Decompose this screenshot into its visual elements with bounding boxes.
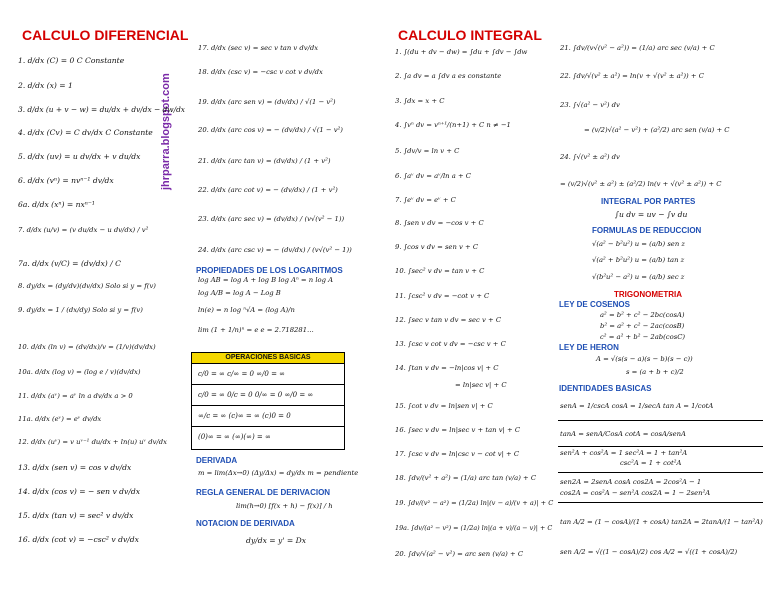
formula-i23b: = (v/2)√(a² − v²) + (a²/2) arc sen (v/a) + C: [584, 126, 730, 134]
heron-heading: LEY DE HERON: [559, 343, 619, 352]
formula-i3: 3. ∫dx = x + C: [395, 97, 445, 105]
heron-row-2: s = (a + b + c)/2: [626, 368, 684, 376]
formula-i12: 12. ∫sec v tan v dv = sec v + C: [395, 316, 502, 324]
notacion-formula: dy/dx = y' = Dx: [246, 536, 306, 545]
formula-d2: 2. d/dx (x) = 1: [18, 81, 73, 90]
formula-d13: 13. d/dx (sen v) = cos v dv/dx: [18, 463, 132, 472]
formula-i15: 15. ∫cot v dv = ln|sen v| + C: [395, 402, 493, 410]
identidades-row-4: csc²A = 1 + cot²A: [620, 459, 682, 467]
formula-d1: 1. d/dx (C) = 0 C Constante: [18, 56, 125, 65]
formula-d21: 21. d/dx (arc tan v) = (dv/dx) / (1 + v²): [198, 157, 331, 165]
formula-d6a: 6a. d/dx (xⁿ) = nxⁿ⁻¹: [18, 200, 95, 209]
cosenos-heading: LEY DE COSENOS: [559, 300, 630, 309]
divider-3: [558, 472, 763, 473]
title-calculo-integral: CALCULO INTEGRAL: [398, 27, 542, 43]
heron-row-1: A = √(s(s − a)(s − b)(s − c)): [596, 355, 693, 363]
formula-i8: 8. ∫sen v dv = −cos v + C: [395, 219, 484, 227]
formula-i14b: = ln|sec v| + C: [455, 381, 507, 389]
regla-general-heading: REGLA GENERAL DE DERIVACION: [196, 488, 331, 497]
reduccion-row-2: √(a² + b²u²) u = (a/b) tan z: [592, 256, 685, 264]
formula-i9: 9. ∫cos v dv = sen v + C: [395, 243, 479, 251]
formula-i20: 20. ∫dv/√(a² − v²) = arc sen (v/a) + C: [395, 550, 524, 558]
formula-i22: 22. ∫dv/√(v² ± a²) = ln(v + √(v² ± a²)) + C: [560, 72, 704, 80]
partes-formula: ∫u dv = uv − ∫v du: [615, 210, 688, 219]
formula-i19a: 19a. ∫dv/(a² − v²) = (1/2a) ln|(a + v)/(a − v)| + C: [395, 524, 553, 532]
reduccion-heading: FORMULAS DE REDUCCION: [592, 226, 702, 235]
ops-row-2: c/0 = ∞ 0/c = 0 0/∞ = 0 ∞/0 = ∞: [192, 385, 344, 406]
formula-i13: 13. ∫csc v cot v dv = −csc v + C: [395, 340, 506, 348]
identidades-row-2: tanA = senA/CosA cotA = cosA/senA: [560, 430, 686, 438]
ops-row-4: (0)∞ = ∞ (∞)(∞) = ∞: [198, 433, 271, 441]
identidades-row-3: sen²A + cos²A = 1 sec²A = 1 + tan²A: [560, 449, 688, 457]
formula-d15: 15. d/dx (tan v) = sec² v dv/dx: [18, 511, 134, 520]
formula-i2: 2. ∫a dv = a ∫dv a es constante: [395, 72, 502, 80]
formula-i23: 23. ∫√(a² − v²) dv: [560, 101, 620, 109]
formula-d4: 4. d/dx (Cv) = C dv/dx C Constante: [18, 128, 153, 137]
logs-line-4: lim (1 + 1/n)ⁿ = e e = 2.718281…: [198, 326, 314, 334]
divider-2: [558, 446, 763, 447]
formula-i6: 6. ∫aᵛ dv = aᵛ/ln a + C: [395, 172, 471, 180]
formula-d16: 16. d/dx (cot v) = −csc² v dv/dx: [18, 535, 139, 544]
formula-d14: 14. d/dx (cos v) = − sen v dv/dx: [18, 487, 141, 496]
formula-i10: 10. ∫sec² v dv = tan v + C: [395, 267, 485, 275]
formula-d12: 12. d/dx (uᵛ) = v uᵛ⁻¹ du/dx + ln(u) uᵛ dv/dx: [18, 438, 167, 446]
ops-row-1: c/0 = ∞ c/∞ = 0 ∞/0 = ∞: [192, 364, 344, 385]
cosenos-row-1: a² = b² + c² − 2bc(cosA): [600, 311, 685, 319]
operaciones-basicas-heading: OPERACIONES BASICAS: [192, 353, 344, 364]
title-calculo-diferencial: CALCULO DIFERENCIAL: [22, 27, 189, 43]
regla-general-formula: lim(h→0) [f(x + h) − f(x)] / h: [236, 502, 333, 510]
logs-heading: PROPIEDADES DE LOS LOGARITMOS: [196, 266, 343, 275]
identidades-row-1: senA = 1/cscA cosA = 1/secA tan A = 1/cotA: [560, 402, 714, 410]
divider-4: [558, 502, 763, 503]
formula-i18: 18. ∫dv/(v² + a²) = (1/a) arc tan (v/a) + C: [395, 474, 537, 482]
formula-d23: 23. d/dx (arc sec v) = (dv/dx) / (v√(v² − 1)): [198, 215, 345, 223]
formula-i17: 17. ∫csc v dv = ln|csc v − cot v| + C: [395, 450, 520, 458]
blog-watermark: jhrparra.blogspot.com: [160, 73, 172, 190]
operaciones-basicas-table: [191, 352, 345, 450]
ops-row-3: ∞/c = ∞ (c)∞ = ∞ (c)0 = 0: [192, 406, 344, 427]
formula-d7a: 7a. d/dx (v/C) = (dv/dx) / C: [18, 259, 121, 268]
partes-heading: INTEGRAL POR PARTES: [601, 197, 696, 206]
notacion-heading: NOTACION DE DERIVADA: [196, 519, 295, 528]
formula-d6: 6. d/dx (vⁿ) = nvⁿ⁻¹ dv/dx: [18, 176, 114, 185]
formula-d7: 7. d/dx (u/v) = (v du/dx − u dv/dx) / v²: [18, 226, 149, 234]
identidades-heading: IDENTIDADES BASICAS: [559, 384, 652, 393]
formula-d3: 3. d/dx (u + v − w) = du/dx + dv/dx − dw/dx: [18, 105, 185, 114]
formula-d11a: 11a. d/dx (eᵛ) = eᵛ dv/dx: [18, 415, 102, 423]
formula-d22: 22. d/dx (arc cot v) = − (dv/dx) / (1 + v²): [198, 186, 338, 194]
formula-i7: 7. ∫eᵛ dv = eᵛ + C: [395, 196, 456, 204]
formula-d19: 19. d/dx (arc sen v) = (dv/dx) / √(1 − v²): [198, 98, 336, 106]
formula-d11: 11. d/dx (aᵛ) = aᵛ ln a dv/dx a > 0: [18, 392, 133, 400]
identidades-row-7: tan A/2 = (1 − cosA)/(1 + cosA) tan2A = 2tanA/(1 − tan²A): [560, 518, 763, 526]
formula-i4: 4. ∫vⁿ dv = vⁿ⁺¹/(n+1) + C n ≠ −1: [395, 121, 511, 129]
formula-d24: 24. d/dx (arc csc v) = − (dv/dx) / (v√(v² − 1)): [198, 246, 352, 254]
formula-d18: 18. d/dx (csc v) = −csc v cot v dv/dx: [198, 68, 323, 76]
formula-i11: 11. ∫csc² v dv = −cot v + C: [395, 292, 490, 300]
cosenos-row-3: c² = a² + b² − 2ab(cosC): [600, 333, 686, 341]
formula-d10: 10. d/dx (ln v) = (dv/dx)/v = (1/v)(dv/dx): [18, 343, 156, 351]
formula-d9: 9. dy/dx = 1 / (dx/dy) Solo si y = f(v): [18, 306, 143, 314]
trigonometria-title: TRIGONOMETRIA: [614, 290, 682, 299]
formula-i19: 19. ∫dv/(v² − a²) = (1/2a) ln|(v − a)/(v + a)| + C: [395, 499, 554, 507]
identidades-row-5: sen2A = 2senA cosA cos2A = 2cos²A − 1: [560, 478, 702, 486]
formula-d5: 5. d/dx (uv) = u dv/dx + v du/dx: [18, 152, 141, 161]
formula-i16: 16. ∫sec v dv = ln|sec v + tan v| + C: [395, 426, 521, 434]
formula-d17: 17. d/dx (sec v) = sec v tan v dv/dx: [198, 44, 319, 52]
formula-d10a: 10a. d/dx (log v) = (log e / v)(dv/dx): [18, 368, 141, 376]
logs-line-1: log AB = log A + log B log Aⁿ = n log A: [198, 276, 334, 284]
derivada-formula: m = lim(Δx→0) (Δy/Δx) = dy/dx m = pendiente: [198, 469, 359, 477]
logs-line-2: log A/B = log A − Log B: [198, 289, 281, 297]
formula-i14: 14. ∫tan v dv = −ln|cos v| + C: [395, 364, 499, 372]
formula-i1: 1. ∫(du + dv − dw) = ∫du + ∫dv − ∫dw: [395, 48, 528, 56]
cosenos-row-2: b² = a² + c² − 2ac(cosB): [600, 322, 685, 330]
reduccion-row-1: √(a² − b²u²) u = (a/b) sen z: [592, 240, 685, 248]
logs-line-3: ln(e) = n log ⁿ√A = (log A)/n: [198, 306, 295, 314]
identidades-row-6: cos2A = cos²A − sen²A cos2A = 1 − 2sen²A: [560, 489, 711, 497]
derivada-heading: DERIVADA: [196, 456, 238, 465]
identidades-row-8: sen A/2 = √((1 − cosA)/2) cos A/2 = √((1 + cosA)/2): [560, 548, 738, 556]
formula-d8: 8. dy/dx = (dy/dv)(dv/dx) Solo si y = f(v): [18, 282, 156, 290]
divider-1: [558, 420, 763, 421]
formula-i24b: = (v/2)√(v² ± a²) ± (a²/2) ln(v + √(v² ± a²)) + C: [560, 180, 722, 188]
reduccion-row-3: √(b²u² − a²) u = (a/b) sec z: [592, 273, 685, 281]
formula-i24: 24. ∫√(v² ± a²) dv: [560, 153, 620, 161]
formula-d20: 20. d/dx (arc cos v) = − (dv/dx) / √(1 − v²): [198, 126, 343, 134]
formula-i5: 5. ∫dv/v = ln v + C: [395, 147, 460, 155]
formula-i21: 21. ∫dv/(v√(v² − a²)) = (1/a) arc sec (v/a) + C: [560, 44, 715, 52]
